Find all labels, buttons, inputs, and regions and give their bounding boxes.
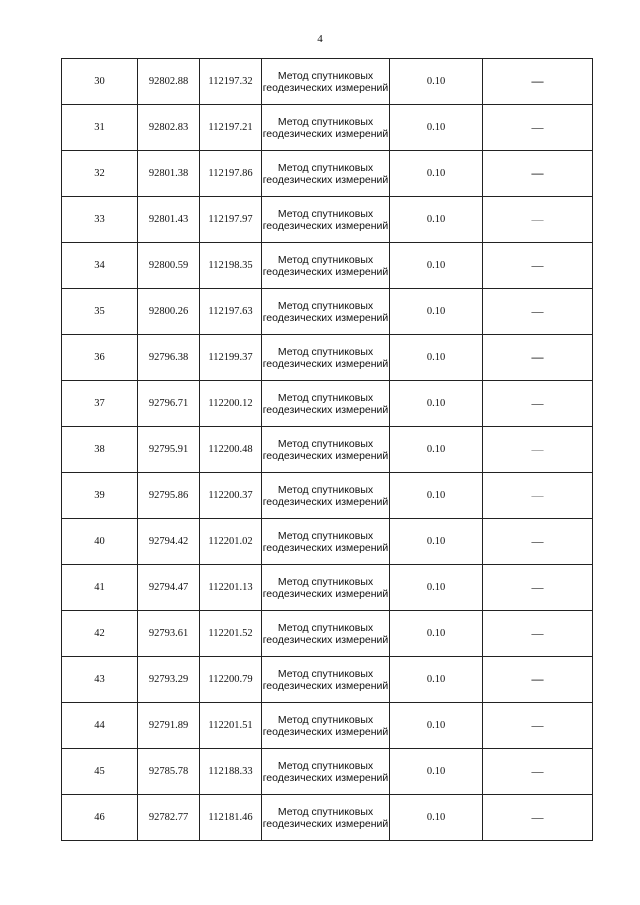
description-cell <box>483 381 593 427</box>
accuracy-cell: 0.10 <box>390 473 483 519</box>
description-cell <box>483 289 593 335</box>
method-cell <box>262 749 390 795</box>
dash-mark: — <box>531 763 544 778</box>
method-line-1: Метод спутниковых <box>277 667 374 680</box>
point-number-cell: 46 <box>62 795 138 841</box>
method-line-2: геодезических измерений <box>262 771 389 784</box>
method-cell <box>262 565 390 611</box>
page-number: 4 <box>317 33 323 45</box>
point-number-cell: 33 <box>62 197 138 243</box>
point-number-cell: 40 <box>62 519 138 565</box>
dash-mark: — <box>531 257 544 272</box>
table-row <box>62 151 593 197</box>
dash-mark: — <box>531 533 544 548</box>
method-cell <box>262 151 390 197</box>
description-cell <box>483 473 593 519</box>
method-cell <box>262 657 390 703</box>
method-cell <box>262 795 390 841</box>
x-coordinate-cell: 92794.42 <box>138 519 200 565</box>
method-line-1: Метод спутниковых <box>277 115 374 128</box>
method-line-1: Метод спутниковых <box>277 253 374 266</box>
y-coordinate-cell: 112200.37 <box>200 473 262 519</box>
method-line-2: геодезических измерений <box>262 449 389 462</box>
accuracy-cell: 0.10 <box>390 519 483 565</box>
y-coordinate-cell: 112200.12 <box>200 381 262 427</box>
point-number-cell: 44 <box>62 703 138 749</box>
method-line-1: Метод спутниковых <box>277 161 374 174</box>
x-coordinate-cell: 92802.88 <box>138 59 200 105</box>
x-coordinate-cell: 92793.29 <box>138 657 200 703</box>
method-cell <box>262 105 390 151</box>
y-coordinate-cell: 112201.13 <box>200 565 262 611</box>
method-cell <box>262 611 390 657</box>
method-line-2: геодезических измерений <box>262 219 389 232</box>
method-line-2: геодезических измерений <box>262 311 389 324</box>
coordinates-table <box>61 58 593 841</box>
method-line-1: Метод спутниковых <box>277 391 374 404</box>
x-coordinate-cell: 92791.89 <box>138 703 200 749</box>
table-row <box>62 473 593 519</box>
y-coordinate-cell: 112201.02 <box>200 519 262 565</box>
description-cell <box>483 795 593 841</box>
table-row <box>62 657 593 703</box>
dash-mark: — <box>531 809 544 824</box>
description-cell <box>483 243 593 289</box>
dash-mark: — <box>531 165 544 180</box>
x-coordinate-cell: 92796.38 <box>138 335 200 381</box>
method-line-2: геодезических измерений <box>262 495 389 508</box>
method-cell <box>262 243 390 289</box>
x-coordinate-cell: 92785.78 <box>138 749 200 795</box>
method-line-2: геодезических измерений <box>262 587 389 600</box>
accuracy-cell: 0.10 <box>390 335 483 381</box>
description-cell <box>483 703 593 749</box>
accuracy-cell: 0.10 <box>390 197 483 243</box>
dash-mark: — <box>531 671 544 686</box>
point-number-cell: 37 <box>62 381 138 427</box>
method-cell <box>262 519 390 565</box>
point-number-cell: 43 <box>62 657 138 703</box>
method-line-1: Метод спутниковых <box>277 805 374 818</box>
method-cell <box>262 335 390 381</box>
method-line-1: Метод спутниковых <box>277 529 374 542</box>
accuracy-cell: 0.10 <box>390 381 483 427</box>
y-coordinate-cell: 112181.46 <box>200 795 262 841</box>
y-coordinate-cell: 112201.51 <box>200 703 262 749</box>
method-line-2: геодезических измерений <box>262 633 389 646</box>
table-row <box>62 427 593 473</box>
method-line-2: геодезических измерений <box>262 357 389 370</box>
point-number-cell: 35 <box>62 289 138 335</box>
point-number-cell: 30 <box>62 59 138 105</box>
table-row <box>62 565 593 611</box>
table-row <box>62 243 593 289</box>
table-row <box>62 105 593 151</box>
description-cell <box>483 565 593 611</box>
point-number-cell: 34 <box>62 243 138 289</box>
accuracy-cell: 0.10 <box>390 611 483 657</box>
x-coordinate-cell: 92800.59 <box>138 243 200 289</box>
description-cell <box>483 519 593 565</box>
accuracy-cell: 0.10 <box>390 105 483 151</box>
y-coordinate-cell: 112199.37 <box>200 335 262 381</box>
method-line-1: Метод спутниковых <box>277 299 374 312</box>
description-cell <box>483 59 593 105</box>
method-line-1: Метод спутниковых <box>277 483 374 496</box>
dash-mark: — <box>531 73 544 88</box>
point-number-cell: 42 <box>62 611 138 657</box>
method-cell <box>262 289 390 335</box>
description-cell <box>483 335 593 381</box>
table-row <box>62 611 593 657</box>
accuracy-cell: 0.10 <box>390 657 483 703</box>
y-coordinate-cell: 112197.32 <box>200 59 262 105</box>
y-coordinate-cell: 112200.48 <box>200 427 262 473</box>
x-coordinate-cell: 92793.61 <box>138 611 200 657</box>
x-coordinate-cell: 92795.91 <box>138 427 200 473</box>
method-cell <box>262 59 390 105</box>
x-coordinate-cell: 92800.26 <box>138 289 200 335</box>
method-line-1: Метод спутниковых <box>277 713 374 726</box>
method-line-2: геодезических измерений <box>262 679 389 692</box>
dash-mark: — <box>531 349 544 364</box>
y-coordinate-cell: 112188.33 <box>200 749 262 795</box>
point-number-cell: 31 <box>62 105 138 151</box>
point-number-cell: 32 <box>62 151 138 197</box>
y-coordinate-cell: 112197.86 <box>200 151 262 197</box>
table-row <box>62 197 593 243</box>
accuracy-cell: 0.10 <box>390 749 483 795</box>
accuracy-cell: 0.10 <box>390 243 483 289</box>
x-coordinate-cell: 92801.38 <box>138 151 200 197</box>
method-line-2: геодезических измерений <box>262 403 389 416</box>
point-number-cell: 39 <box>62 473 138 519</box>
x-coordinate-cell: 92802.83 <box>138 105 200 151</box>
method-line-2: геодезических измерений <box>262 265 389 278</box>
y-coordinate-cell: 112197.97 <box>200 197 262 243</box>
method-cell <box>262 197 390 243</box>
point-number-cell: 38 <box>62 427 138 473</box>
method-line-1: Метод спутниковых <box>277 69 374 82</box>
dash-mark: — <box>531 579 544 594</box>
description-cell <box>483 105 593 151</box>
table-row <box>62 519 593 565</box>
y-coordinate-cell: 112197.21 <box>200 105 262 151</box>
description-cell <box>483 611 593 657</box>
method-cell <box>262 427 390 473</box>
y-coordinate-cell: 112201.52 <box>200 611 262 657</box>
x-coordinate-cell: 92801.43 <box>138 197 200 243</box>
accuracy-cell: 0.10 <box>390 59 483 105</box>
method-line-2: геодезических измерений <box>262 127 389 140</box>
table-row <box>62 381 593 427</box>
dash-mark: — <box>531 119 544 134</box>
method-cell <box>262 473 390 519</box>
x-coordinate-cell: 92782.77 <box>138 795 200 841</box>
method-line-1: Метод спутниковых <box>277 345 374 358</box>
method-line-1: Метод спутниковых <box>277 621 374 634</box>
dash-mark: — <box>531 625 544 640</box>
y-coordinate-cell: 112200.79 <box>200 657 262 703</box>
dash-mark: — <box>531 487 544 502</box>
dash-mark: — <box>531 717 544 732</box>
point-number-cell: 41 <box>62 565 138 611</box>
table-row <box>62 703 593 749</box>
point-number-cell: 36 <box>62 335 138 381</box>
accuracy-cell: 0.10 <box>390 703 483 749</box>
method-line-2: геодезических измерений <box>262 817 389 830</box>
description-cell <box>483 197 593 243</box>
description-cell <box>483 657 593 703</box>
method-line-1: Метод спутниковых <box>277 207 374 220</box>
x-coordinate-cell: 92795.86 <box>138 473 200 519</box>
dash-mark: — <box>531 211 544 226</box>
accuracy-cell: 0.10 <box>390 795 483 841</box>
method-line-2: геодезических измерений <box>262 173 389 186</box>
description-cell <box>483 749 593 795</box>
method-line-2: геодезических измерений <box>262 81 389 94</box>
point-number-cell: 45 <box>62 749 138 795</box>
method-line-1: Метод спутниковых <box>277 759 374 772</box>
x-coordinate-cell: 92794.47 <box>138 565 200 611</box>
dash-mark: — <box>531 395 544 410</box>
table-body <box>62 59 593 841</box>
method-line-1: Метод спутниковых <box>277 575 374 588</box>
method-cell <box>262 381 390 427</box>
table-row <box>62 335 593 381</box>
method-line-1: Метод спутниковых <box>277 437 374 450</box>
accuracy-cell: 0.10 <box>390 289 483 335</box>
description-cell <box>483 151 593 197</box>
y-coordinate-cell: 112197.63 <box>200 289 262 335</box>
method-line-2: геодезических измерений <box>262 725 389 738</box>
table-row <box>62 795 593 841</box>
method-line-2: геодезических измерений <box>262 541 389 554</box>
dash-mark: — <box>531 441 544 456</box>
method-cell <box>262 703 390 749</box>
table-row <box>62 749 593 795</box>
x-coordinate-cell: 92796.71 <box>138 381 200 427</box>
accuracy-cell: 0.10 <box>390 151 483 197</box>
accuracy-cell: 0.10 <box>390 565 483 611</box>
accuracy-cell: 0.10 <box>390 427 483 473</box>
table-row <box>62 289 593 335</box>
y-coordinate-cell: 112198.35 <box>200 243 262 289</box>
dash-mark: — <box>531 303 544 318</box>
table-row <box>62 59 593 105</box>
description-cell <box>483 427 593 473</box>
